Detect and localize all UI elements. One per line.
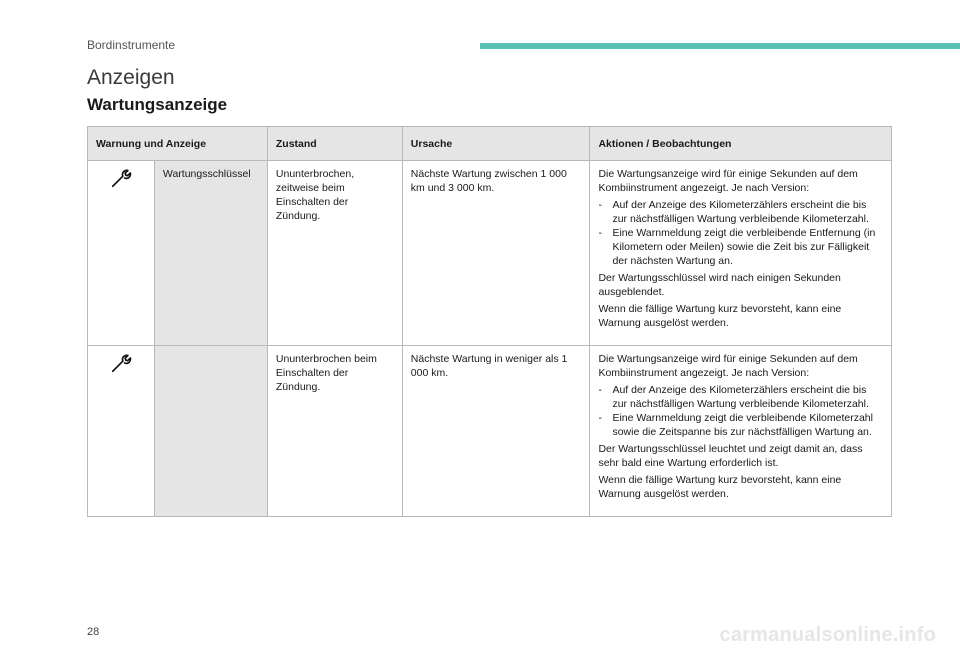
header-zustand: Zustand (267, 127, 402, 161)
table-header-row (88, 127, 892, 161)
aktionen-list (598, 198, 883, 268)
ursache-cell: Nächste Wartung zwischen 1 000 km und 3 000 km. (402, 161, 590, 346)
icon-cell (88, 346, 155, 517)
section-label: Bordinstrumente (87, 38, 176, 52)
watermark: carmanualsonline.info (719, 624, 936, 646)
header-ursache: Ursache (402, 127, 590, 161)
table-row (88, 346, 892, 517)
aktionen-note: Der Wartungsschlüssel wird nach einigen Sekunden ausgeblendet. (598, 272, 841, 298)
list-item: - Eine Warnmeldung zeigt die verbleibende Entfernung (in Kilometern oder Meilen) sowie die Zeit bis zur Fälligkeit der nächsten Wartung an. (598, 226, 883, 268)
aktionen-note: Wenn die fällige Wartung kurz bevorsteht, kann eine Warnung ausgelöst werden. (598, 303, 842, 329)
list-item: - Eine Warnmeldung zeigt die verbleibende Kilometerzahl sowie die Zeitspanne bis zur nächstfälligen Wartung an. (598, 411, 883, 439)
aktionen-note: Der Wartungsschlüssel leuchtet und zeigt damit an, dass sehr bald eine Wartung erforderlich ist. (598, 443, 863, 469)
aktionen-list (598, 383, 883, 439)
aktionen-note: Wenn die fällige Wartung kurz bevorsteht, kann eine Warnung ausgelöst werden. (598, 474, 842, 500)
aktionen-intro: Die Wartungsanzeige wird für einige Sekunden auf dem Kombiinstrument angezeigt. Je nach Version: (598, 353, 858, 379)
header-warnung: Warnung und Anzeige (88, 127, 268, 161)
page-subtitle: Wartungsanzeige (87, 95, 228, 114)
warning-table (87, 126, 892, 517)
zustand-cell: Ununterbrochen beim Einschalten der Zündung. (267, 346, 402, 517)
page-title: Anzeigen (87, 66, 175, 89)
label-cell (154, 346, 267, 517)
page-number: 28 (87, 626, 100, 638)
aktionen-intro: Die Wartungsanzeige wird für einige Sekunden auf dem Kombiinstrument angezeigt. Je nach Version: (598, 168, 858, 194)
list-item: - Auf der Anzeige des Kilometerzählers erscheint die bis zur nächstfälligen Wartung verbleibende Kilometerzahl. (598, 383, 883, 411)
label-cell: Wartungsschlüssel (154, 161, 267, 346)
icon-cell (88, 161, 155, 346)
header-aktionen: Aktionen / Beobachtungen (590, 127, 892, 161)
list-item: - Auf der Anzeige des Kilometerzählers erscheint die bis zur nächstfälligen Wartung verbleibende Kilometerzahl. (598, 198, 883, 226)
aktionen-cell (590, 346, 892, 517)
table-row (88, 161, 892, 346)
wrench-icon (110, 352, 132, 374)
wrench-icon (110, 167, 132, 189)
zustand-cell: Ununterbrochen, zeitweise beim Einschalten der Zündung. (267, 161, 402, 346)
aktionen-cell (590, 161, 892, 346)
ursache-cell: Nächste Wartung in weniger als 1 000 km. (402, 346, 590, 517)
section-accent-bar (480, 43, 960, 49)
